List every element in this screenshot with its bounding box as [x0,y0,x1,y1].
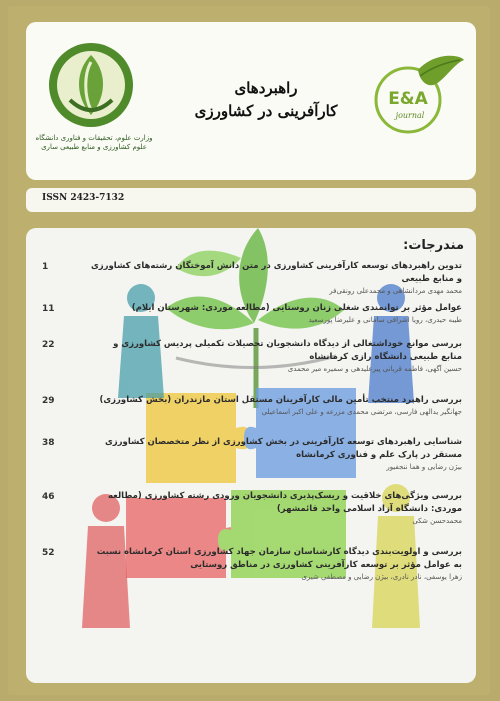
table-of-contents [26,228,476,683]
toc-entry[interactable] [90,260,462,296]
article-authors: بیژن رضایی و هما ننجفیور [386,463,462,471]
journal-title [166,77,366,123]
toc-entry[interactable] [90,436,462,472]
article-title: بررسی موانع خوداشتغالی از دیدگاه دانشجویان تحصیلات تکمیلی پردیس کشاورزی و منابع طبیعی دانشگاه رازی کرمانشاه [113,339,462,362]
article-title: عوامل مؤثر بر توانمندی شغلی زنان روستایی (مطالعه موردی: شهرستان ایلام) [131,303,462,313]
contents-panel [26,228,476,683]
toc-entry[interactable] [90,338,462,374]
article-authors: محمد مهدی مردانشاهی و محمدعلی رونقی‌فر [329,287,462,295]
toc-entry[interactable] [90,302,462,325]
ea-logo-text: E&A [388,89,428,109]
journal-title-line2: کارآفرینی در کشاورزی [194,102,338,120]
page-number: 22 [42,340,55,350]
page-number: 11 [42,304,55,314]
article-title: تدوین راهبردهای توسعه کارآفرینی کشاورزی در متن دانش آموختگان رشته‌های کشاورزی و منابع طبیعی [90,261,462,284]
article-authors: حسین آگهی، فاطمه قربانی پیرعلیدهی و سمیره میر محمدی [287,365,462,373]
issn-bar [26,188,476,212]
article-title: بررسی و اولویت‌بندی دیدگاه کارشناسان سازمان جهاد کشاورزی استان کرمانشاه نسبت به عوامل مؤثر بر توسعه کارآفرینی کشاورزی در مناطق روستایی [96,547,462,570]
page-number: 38 [42,438,55,448]
article-authors: زهرا یوسفی، نادر نادری، بیژن رضایی و مصطفی شیری [301,573,462,581]
ea-journal-logo [356,50,466,140]
toc-entry[interactable] [90,546,462,582]
ea-logo-subtext: journal [395,111,425,120]
university-name: وزارت علوم، تحقیقات و فناوری دانشگاه علوم کشاورزی و منابع طبیعی ساری [35,134,153,151]
article-authors: محمدحسن شکی [412,517,462,525]
article-authors: طیبه حیدری، رویا اشراقی سامانی و علیرضا پورسعید [308,316,462,324]
toc-entry[interactable] [90,394,462,417]
page-number: 1 [42,262,49,272]
university-emblem-logo [46,40,136,130]
article-title: بررسی ویژگی‌های خلاقیت و ریسک‌پذیری دانشجویان ورودی رشته کشاورزی (مطالعه موردی: دانشگاه آزاد اسلامی واحد قائمشهر) [108,491,462,514]
page-number: 29 [42,396,55,406]
article-authors: جهانگیر یدالهی فارسی، مرتضی محمدی مزرعه و علی اکبر اسماعیلی [261,408,462,416]
page-number: 46 [42,492,55,502]
article-title: بررسی راهبرد منتخب تأمین مالی کارآفرینان مستقل استان مازندران (بخش کشاورزی) [99,395,462,405]
journal-title-line1: راهبردهای [234,79,298,97]
cover-header [26,22,476,180]
issn-number: ISSN 2423-7132 [42,193,125,203]
page-number: 52 [42,548,55,558]
article-title: شناسایی راهبردهای توسعه کارآفرینی در بخش کشاورزی از نظر متخصصان کشاورزی مستقر در پارک علم و فناوری کرمانشاه [104,437,462,460]
toc-entry[interactable] [90,490,462,526]
contents-heading: مندرجات: [403,238,464,253]
